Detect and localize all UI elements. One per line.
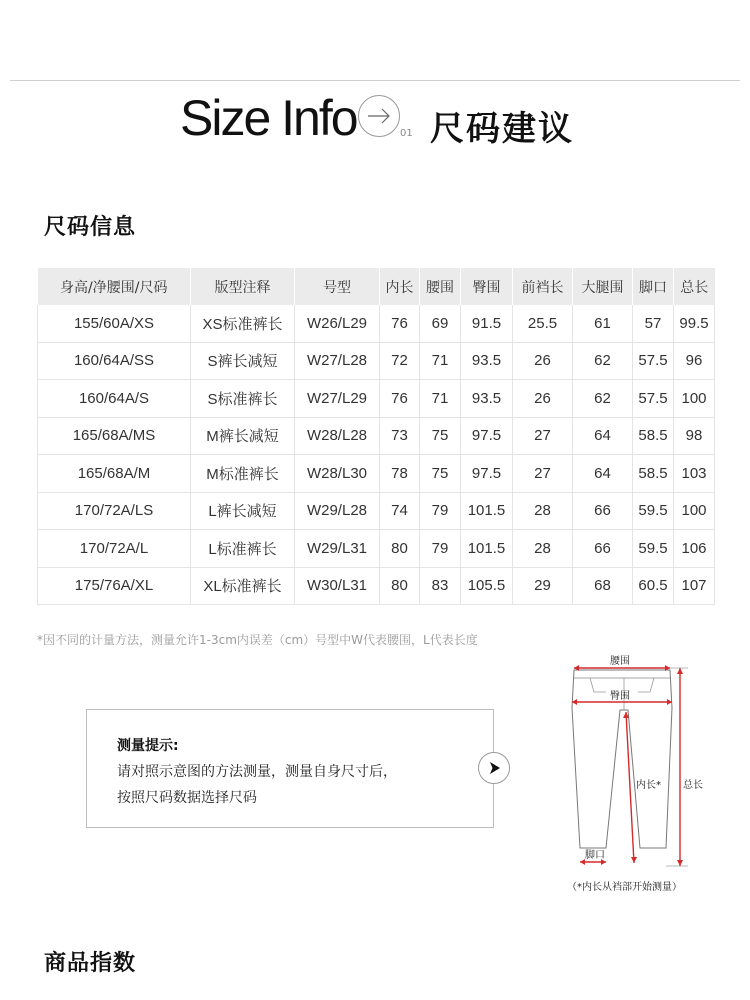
arrow-right-circle-icon	[358, 95, 400, 137]
table-cell: 62	[573, 342, 633, 380]
table-cell: W28/L30	[295, 455, 380, 493]
table-cell: 59.5	[633, 530, 674, 568]
table-cell: 83	[420, 567, 461, 605]
size-table	[37, 268, 715, 605]
table-cell: 160/64A/SS	[38, 342, 191, 380]
table-cell: S裤长减短	[191, 342, 295, 380]
table-cell: 175/76A/XL	[38, 567, 191, 605]
table-cell: 97.5	[461, 455, 513, 493]
table-cell: XS标准裤长	[191, 305, 295, 342]
table-cell: W27/L28	[295, 342, 380, 380]
table-row	[38, 455, 715, 493]
table-cell: S标准裤长	[191, 380, 295, 418]
measurement-note: *因不同的计量方法，测量允许1-3cm内误差（cm）号型中W代表腰围，L代表长度	[37, 633, 478, 647]
tip-line-2: 按照尺码数据选择尺码	[117, 790, 257, 806]
table-cell: 99.5	[674, 305, 715, 342]
column-header: 脚口	[633, 268, 674, 305]
column-header: 大腿围	[573, 268, 633, 305]
table-row	[38, 305, 715, 342]
column-header: 前裆长	[513, 268, 573, 305]
table-cell: 72	[380, 342, 420, 380]
header-title-en: Size Info	[180, 90, 357, 146]
table-cell: L裤长减短	[191, 492, 295, 530]
table-cell: M标准裤长	[191, 455, 295, 493]
table-cell: 80	[380, 567, 420, 605]
table-cell: 27	[513, 417, 573, 455]
table-cell: 28	[513, 530, 573, 568]
table-cell: 170/72A/L	[38, 530, 191, 568]
table-cell: 103	[674, 455, 715, 493]
table-cell: 60.5	[633, 567, 674, 605]
table-cell: W30/L31	[295, 567, 380, 605]
table-cell: 76	[380, 380, 420, 418]
table-row	[38, 567, 715, 605]
table-row	[38, 342, 715, 380]
column-header: 腰围	[420, 268, 461, 305]
table-cell: 165/68A/M	[38, 455, 191, 493]
table-cell: W26/L29	[295, 305, 380, 342]
table-cell: W27/L29	[295, 380, 380, 418]
tip-line-1: 请对照示意图的方法测量，测量自身尺寸后，	[117, 764, 397, 780]
table-cell: 68	[573, 567, 633, 605]
product-section-title: 商品指数	[44, 951, 137, 976]
table-cell: 66	[573, 492, 633, 530]
column-header: 版型注释	[191, 268, 295, 305]
table-cell: 73	[380, 417, 420, 455]
table-cell: 105.5	[461, 567, 513, 605]
table-cell: 107	[674, 567, 715, 605]
table-cell: 75	[420, 455, 461, 493]
table-cell: 57.5	[633, 380, 674, 418]
table-cell: 61	[573, 305, 633, 342]
table-cell: 98	[674, 417, 715, 455]
table-cell: M裤长减短	[191, 417, 295, 455]
table-cell: 170/72A/LS	[38, 492, 191, 530]
table-cell: 66	[573, 530, 633, 568]
table-cell: 101.5	[461, 530, 513, 568]
table-cell: 93.5	[461, 380, 513, 418]
diagram-label-inseam: 内长*	[636, 780, 661, 791]
table-row	[38, 417, 715, 455]
table-cell: 106	[674, 530, 715, 568]
table-cell: 26	[513, 380, 573, 418]
table-cell: 64	[573, 455, 633, 493]
table-cell: 25.5	[513, 305, 573, 342]
header-title-zh: 尺码建议	[430, 109, 574, 149]
table-cell: 75	[420, 417, 461, 455]
table-row	[38, 492, 715, 530]
diagram-label-total: 总长	[683, 780, 703, 791]
diagram-label-hem: 脚口	[585, 850, 605, 861]
table-cell: XL标准裤长	[191, 567, 295, 605]
column-header: 总长	[674, 268, 715, 305]
table-row	[38, 380, 715, 418]
diagram-label-hip: 臀围	[610, 691, 630, 702]
table-cell: 64	[573, 417, 633, 455]
diagram-caption: （*内长从裆部开始测量）	[567, 882, 682, 893]
table-cell: 69	[420, 305, 461, 342]
table-cell: 29	[513, 567, 573, 605]
table-cell: 71	[420, 380, 461, 418]
tip-title: 测量提示:	[117, 738, 179, 754]
table-cell: 96	[674, 342, 715, 380]
table-cell: 160/64A/S	[38, 380, 191, 418]
table-cell: W28/L28	[295, 417, 380, 455]
column-header: 身高/净腰围/尺码	[38, 268, 191, 305]
column-header: 臀围	[461, 268, 513, 305]
table-cell: 26	[513, 342, 573, 380]
table-cell: 165/68A/MS	[38, 417, 191, 455]
table-cell: 57	[633, 305, 674, 342]
table-cell: 62	[573, 380, 633, 418]
column-header: 内长	[380, 268, 420, 305]
table-cell: 91.5	[461, 305, 513, 342]
column-header: 号型	[295, 268, 380, 305]
table-cell: 58.5	[633, 455, 674, 493]
table-cell: 28	[513, 492, 573, 530]
table-cell: 58.5	[633, 417, 674, 455]
table-cell: 78	[380, 455, 420, 493]
table-cell: 71	[420, 342, 461, 380]
header-number: 01	[400, 128, 413, 139]
table-cell: 155/60A/XS	[38, 305, 191, 342]
diagram-label-waist: 腰围	[610, 656, 630, 667]
measure-tip-box	[86, 709, 494, 828]
table-cell: W29/L31	[295, 530, 380, 568]
table-header-row	[38, 268, 715, 305]
size-section-title: 尺码信息	[44, 215, 137, 240]
table-row	[38, 530, 715, 568]
table-cell: 59.5	[633, 492, 674, 530]
table-cell: 97.5	[461, 417, 513, 455]
table-cell: 80	[380, 530, 420, 568]
table-cell: 100	[674, 492, 715, 530]
table-cell: 79	[420, 530, 461, 568]
table-cell: 27	[513, 455, 573, 493]
table-cell: 79	[420, 492, 461, 530]
table-cell: 57.5	[633, 342, 674, 380]
table-cell: 100	[674, 380, 715, 418]
table-cell: 76	[380, 305, 420, 342]
table-body	[38, 305, 715, 605]
arrow-right-icon[interactable]	[478, 752, 510, 784]
top-divider	[10, 80, 740, 81]
pants-measure-diagram	[560, 648, 710, 877]
table-cell: 93.5	[461, 342, 513, 380]
table-cell: L标准裤长	[191, 530, 295, 568]
table-cell: W29/L28	[295, 492, 380, 530]
table-cell: 101.5	[461, 492, 513, 530]
table-cell: 74	[380, 492, 420, 530]
